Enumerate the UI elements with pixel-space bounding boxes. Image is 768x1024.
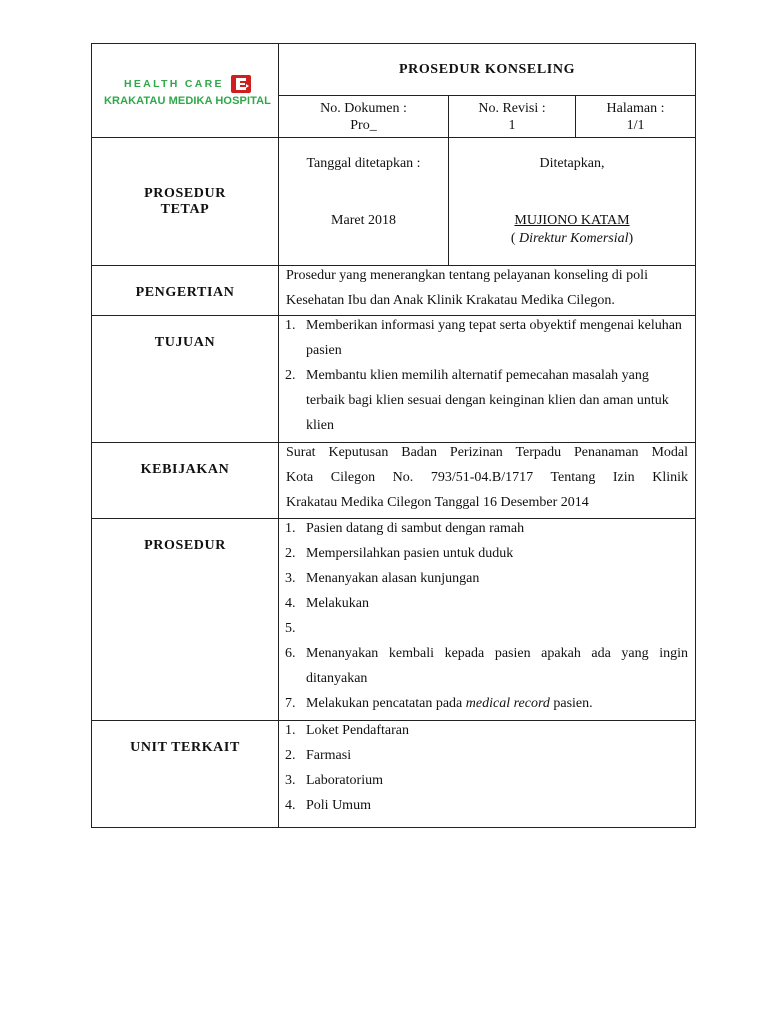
list-item: 3. Laboratorium [285, 773, 383, 788]
revision-label: No. Revisi : [478, 101, 546, 116]
list-item: 7. Melakukan pencatatan pada medical record pasien. [285, 696, 593, 711]
revision-cell [449, 96, 576, 138]
definition-line1: Prosedur yang menerangkan tentang pelayanan konseling di poli [286, 268, 648, 283]
list-item: 4. Poli Umum [285, 798, 371, 813]
policy-line3: Krakatau Medika Cilegon Tanggal 16 Desember 2014 [286, 495, 589, 510]
approval-cell [449, 138, 696, 266]
hospital-logo [92, 74, 278, 107]
definition-line2: Kesehatan Ibu dan Anak Klinik Krakatau Medika Cilegon. [286, 293, 615, 308]
definition-content [279, 266, 696, 316]
list-item: 3. Menanyakan alasan kunjungan [285, 571, 480, 586]
document-title: PROSEDUR KONSELING [279, 44, 696, 96]
fixed-procedure-label [92, 138, 279, 266]
signer-title-line [449, 231, 695, 247]
procedure-content [279, 519, 696, 721]
list-item: 2. Mempersilahkan pasien untuk duduk [285, 546, 514, 561]
revision-value: 1 [508, 118, 516, 133]
signer-open-paren: ( [510, 231, 516, 246]
sop-document [91, 43, 695, 828]
purpose-content [279, 316, 696, 443]
policy-label: KEBIJAKAN [92, 443, 279, 519]
purpose-list [279, 313, 695, 442]
list-item: 1. Memberikan informasi yang tepat serta obyektif mengenai keluhan pasien [285, 318, 682, 358]
medical-record-term: medical record [465, 696, 550, 711]
list-item: 1. Pasien datang di sambut dengan ramah [285, 521, 525, 536]
list-item: 2. Membantu klien memilih alternatif pemecahan masalah yang terbaik bagi klien sesuai dengan keinginan klien dan aman untuk klien [285, 368, 669, 433]
definition-label: PENGERTIAN [92, 266, 279, 316]
related-units-list [279, 718, 695, 822]
signer-name: MUJIONO KATAM [514, 213, 630, 228]
related-units-content [279, 721, 696, 828]
fixed-label-line1: PROSEDUR [144, 185, 226, 201]
signer-title: Direktur Komersial [518, 231, 629, 246]
doc-number-value: Pro_ [350, 118, 377, 133]
list-item: 6. Menanyakan kembali kepada pasien apakah ada yang ingin ditanyakan [285, 646, 689, 686]
approved-label: Ditetapkan, [539, 156, 605, 171]
date-label: Tanggal ditetapkan : [306, 156, 421, 171]
page-cell [576, 96, 696, 138]
purpose-label: TUJUAN [92, 316, 279, 443]
signer-close-paren: ) [628, 231, 634, 246]
policy-content [279, 443, 696, 519]
doc-number-cell [279, 96, 449, 138]
doc-number-label: No. Dokumen : [320, 101, 407, 116]
list-item: 1. Loket Pendaftaran [285, 723, 410, 738]
page-label: Halaman : [606, 101, 665, 116]
policy-line1: Surat Keputusan Badan Perizinan Terpadu Penanaman Modal [286, 445, 689, 460]
logo-hospital-name: KRAKATAU MEDIKA HOSPITAL [104, 95, 271, 107]
page-value: 1/1 [626, 118, 645, 133]
list-item: 5. [285, 621, 296, 636]
procedure-list [279, 516, 695, 720]
hospital-emblem-icon [230, 74, 252, 94]
procedure-label: PROSEDUR [92, 519, 279, 721]
sop-table [91, 43, 696, 828]
related-units-label: UNIT TERKAIT [92, 721, 279, 828]
date-cell [279, 138, 449, 266]
list-item: 4. Melakukan [285, 596, 369, 611]
fixed-label-line2: TETAP [160, 201, 210, 217]
list-item: 2. Farmasi [285, 748, 352, 763]
logo-cell [92, 44, 279, 138]
logo-health-care-text: HEALTH CARE [124, 78, 224, 90]
date-value: Maret 2018 [331, 213, 396, 228]
policy-line2: Kota Cilegon No. 793/51-04.B/1717 Tentang Izin Klinik [286, 470, 689, 485]
